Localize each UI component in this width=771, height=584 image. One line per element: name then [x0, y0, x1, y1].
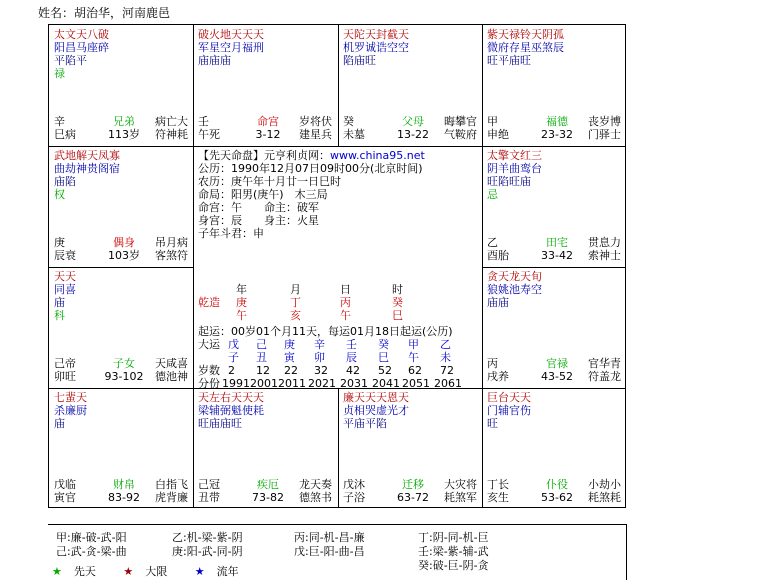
palace-zi — [337, 387, 481, 508]
palace-age: 83-92 — [108, 491, 140, 504]
palace-branch: 戌养 — [487, 370, 509, 383]
dayun-year: 2061 — [434, 377, 462, 390]
pillar-stem: 癸 — [392, 296, 403, 309]
palace-xu — [481, 266, 625, 387]
palace-name: 子女 — [113, 357, 135, 370]
palace-stem: 己冠 — [198, 478, 220, 491]
main-stars: 破火地天天天 — [198, 28, 264, 41]
palace-wei — [337, 24, 481, 145]
pillar-branch: 午 — [236, 309, 247, 322]
secondary-stars: 机罗诚诰空空 — [343, 41, 409, 54]
palace-branch: 寅官 — [54, 491, 76, 504]
four-pillars — [198, 283, 478, 323]
palace-gods-2: 建星兵 — [299, 128, 332, 141]
legend-item: 乙:机-梁-紫-阴 — [172, 531, 243, 544]
palace-stem: 戊临 — [54, 478, 76, 491]
palace-si — [48, 24, 192, 145]
star-icon: ★ — [52, 565, 62, 578]
palace-age: 33-42 — [541, 249, 573, 262]
dayun-year: 1991 — [222, 377, 250, 390]
palace-name: 官禄 — [546, 357, 568, 370]
suishu-value: 32 — [314, 364, 328, 377]
secondary-stars: 梁辅弼魁使耗 — [198, 404, 264, 417]
secondary-stars: 杀廉厨 — [54, 404, 87, 417]
star-legend-item-0: ★ 先天 — [52, 565, 96, 578]
main-stars: 七蜚天 — [54, 391, 87, 404]
palace-branch: 卯旺 — [54, 370, 76, 383]
info-line: 公历：1990年12月07日09时00分(北京时间) — [198, 162, 423, 175]
palace-age: 3-12 — [255, 128, 281, 141]
palace-gods-2: 符盖龙 — [588, 370, 621, 383]
suishu-value: 22 — [284, 364, 298, 377]
brightness: 旺平庙旺 — [487, 54, 531, 67]
suishu-label: 岁数 — [198, 364, 220, 377]
dayun-stem: 乙 — [440, 338, 451, 351]
palace-gods-1: 龙天奏 — [299, 478, 332, 491]
palace-yin — [48, 387, 192, 508]
brightness: 旺陷旺庙 — [487, 175, 531, 188]
main-stars: 廉天天天恩天 — [343, 391, 409, 404]
palace-gods-2: 虎背廉 — [155, 491, 188, 504]
main-stars: 巨台天天 — [487, 391, 531, 404]
brightness: 庙庙 — [487, 296, 509, 309]
secondary-stars: 曲劫神贵阁宿 — [54, 162, 120, 175]
dayun-branch: 卯 — [314, 351, 325, 364]
suishu-value: 72 — [440, 364, 454, 377]
palace-age: 53-62 — [541, 491, 573, 504]
palace-branch: 亥生 — [487, 491, 509, 504]
palace-name: 父母 — [402, 115, 424, 128]
info-line: 命宫：午 命主：破军 — [198, 201, 319, 214]
suishu-value: 62 — [408, 364, 422, 377]
palace-gods-2: 门驿士 — [588, 128, 621, 141]
palace-gods-2: 气鞍府 — [444, 128, 477, 141]
palace-branch: 丑带 — [198, 491, 220, 504]
secondary-stars: 同喜 — [54, 283, 76, 296]
palace-branch: 酉胎 — [487, 249, 509, 262]
palace-gods-1: 小劫小 — [588, 478, 621, 491]
brightness: 庙 — [54, 296, 65, 309]
palace-chou — [192, 387, 336, 508]
palace-name: 迁移 — [402, 478, 424, 491]
palace-name: 兄弟 — [113, 115, 135, 128]
palace-gods-2: 耗煞耗 — [588, 491, 621, 504]
legend-item: 庚:阳-武-同-阴 — [172, 545, 243, 558]
palace-age: 23-32 — [541, 128, 573, 141]
palace-hai — [481, 387, 625, 508]
pillar-branch: 巳 — [392, 309, 403, 322]
suishu-value: 42 — [346, 364, 360, 377]
palace-stem: 乙 — [487, 236, 498, 249]
dayun-stem: 庚 — [284, 338, 295, 351]
palace-gods-2: 德池神 — [155, 370, 188, 383]
palace-gods-1: 病亡大 — [155, 115, 188, 128]
secondary-stars: 阳昌马座碎 — [54, 41, 109, 54]
info-line: 身宫：辰 身主：火星 — [198, 214, 319, 227]
secondary-stars: 门辅官伤 — [487, 404, 531, 417]
main-stars: 太文天八破 — [54, 28, 109, 41]
secondary-stars: 狼姚池寿空 — [487, 283, 542, 296]
dayun-stem: 己 — [256, 338, 267, 351]
dayun-stem: 辛 — [314, 338, 325, 351]
dayun-year: 2021 — [308, 377, 336, 390]
dayun-branch: 辰 — [346, 351, 357, 364]
palace-stem: 丁长 — [487, 478, 509, 491]
secondary-stars: 军星空月福刑 — [198, 41, 264, 54]
palace-gods-1: 晦攀官 — [444, 115, 477, 128]
star-legend — [52, 563, 263, 579]
secondary-stars: 阴羊曲鸾台 — [487, 162, 542, 175]
palace-age: 93-102 — [104, 370, 144, 383]
sihua-mark: 科 — [54, 309, 65, 322]
palace-branch: 未墓 — [343, 128, 365, 141]
dayun-year: 2041 — [372, 377, 400, 390]
brightness: 陷庙旺 — [343, 54, 376, 67]
center-title: 【先天命盘】元亨利贞网： — [198, 149, 330, 162]
dayun-year: 2031 — [340, 377, 368, 390]
palace-gods-1: 大灾将 — [444, 478, 477, 491]
sihua-mark: 权 — [54, 188, 65, 201]
legend-divider — [626, 524, 627, 580]
secondary-stars: 贞相哭虚光才 — [343, 404, 409, 417]
pillar-branch: 午 — [340, 309, 351, 322]
brightness: 庙庙庙 — [198, 54, 231, 67]
palace-stem: 庚 — [54, 236, 65, 249]
main-stars: 贪天龙天旬 — [487, 270, 542, 283]
palace-name: 偶身 — [113, 236, 135, 249]
palace-gods-2: 符神耗 — [155, 128, 188, 141]
brightness: 平陷平 — [54, 54, 87, 67]
sihua-mark: 忌 — [487, 188, 498, 201]
qiyun-line: 起运：00岁01个月11天，每运01月18日起运(公历) — [198, 325, 453, 338]
main-stars: 紫天禄铃天阴孤 — [487, 28, 564, 41]
legend-item: 己:武-贪-梁-曲 — [56, 545, 127, 558]
main-stars: 天左右天天天 — [198, 391, 264, 404]
palace-gods-2: 耗煞军 — [444, 491, 477, 504]
dayun-stem: 壬 — [346, 338, 357, 351]
palace-age: 73-82 — [252, 491, 284, 504]
palace-branch: 子浴 — [343, 491, 365, 504]
dayun-year: 2011 — [278, 377, 306, 390]
legend-item: 壬:梁-紫-辅-武 — [418, 545, 489, 558]
dayun-branch: 丑 — [256, 351, 267, 364]
site-url: www.china95.net — [330, 149, 425, 162]
brightness: 庙陷 — [54, 175, 76, 188]
palace-shen — [481, 24, 625, 145]
legend-item: 戊:巨-阳-曲-昌 — [294, 545, 365, 558]
palace-gods-2: 索神士 — [588, 249, 621, 262]
center-info-panel — [192, 145, 481, 390]
dayun-stem: 甲 — [408, 338, 419, 351]
dayun-year: 2001 — [250, 377, 278, 390]
palace-gods-2: 客煞符 — [155, 249, 188, 262]
star-icon: ★ — [123, 565, 134, 578]
brightness: 庙 — [54, 417, 65, 430]
legend-item: 癸:破-巨-阴-贪 — [418, 559, 489, 572]
pillar-label: 乾造 — [198, 296, 220, 309]
suishu-value: 2 — [228, 364, 235, 377]
main-stars: 天天 — [54, 270, 76, 283]
palace-name: 疾厄 — [257, 478, 279, 491]
palace-name: 福德 — [546, 115, 568, 128]
info-line: 子年斗君：申 — [198, 227, 264, 240]
suishu-value: 52 — [378, 364, 392, 377]
dayun-label: 大运 — [198, 338, 220, 351]
star-icon: ★ — [194, 565, 205, 578]
legend-top-line — [48, 524, 626, 525]
palace-branch: 巳病 — [54, 128, 76, 141]
dayun-branch: 未 — [440, 351, 451, 364]
palace-age: 103岁 — [108, 249, 140, 262]
dayun-year: 2051 — [402, 377, 430, 390]
palace-stem: 壬 — [198, 115, 209, 128]
pillar-branch: 亥 — [290, 309, 301, 322]
palace-name: 田宅 — [546, 236, 568, 249]
dayun-stem: 癸 — [378, 338, 389, 351]
main-stars: 武地解天凤寡 — [54, 149, 120, 162]
pillar-head: 年 — [236, 283, 247, 296]
legend-item: 丁:阴-同-机-巨 — [418, 531, 489, 544]
pillar-head: 月 — [290, 283, 301, 296]
legend-item: 甲:廉-破-武-阳 — [56, 531, 127, 544]
pillar-head: 日 — [340, 283, 351, 296]
dayun-branch: 午 — [408, 351, 419, 364]
sihua-mark: 禄 — [54, 67, 65, 80]
palace-branch: 辰衰 — [54, 249, 76, 262]
brightness: 旺 — [487, 417, 498, 430]
palace-stem: 癸 — [343, 115, 354, 128]
palace-gods-1: 贯息力 — [588, 236, 621, 249]
pillar-stem: 丁 — [290, 296, 301, 309]
palace-stem: 丙 — [487, 357, 498, 370]
star-legend-item-2: ★ 流年 — [194, 565, 239, 578]
info-line: 命局：阳男(庚午) 木三局 — [198, 188, 328, 201]
palace-stem: 戊沐 — [343, 478, 365, 491]
dayun-table — [198, 338, 478, 390]
brightness: 旺庙庙旺 — [198, 417, 242, 430]
palace-gods-1: 官华青 — [588, 357, 621, 370]
secondary-stars: 微府存星巫煞辰 — [487, 41, 564, 54]
palace-age: 113岁 — [108, 128, 140, 141]
palace-name: 仆役 — [546, 478, 568, 491]
palace-age: 43-52 — [541, 370, 573, 383]
palace-gods-1: 岁将伏 — [299, 115, 332, 128]
palace-name: 财帛 — [113, 478, 135, 491]
info-line: 农历：庚午年十月廿一日巳时 — [198, 175, 341, 188]
palace-name: 命宫 — [257, 115, 279, 128]
palace-you — [481, 145, 625, 266]
palace-gods-1: 白指飞 — [155, 478, 188, 491]
palace-stem: 甲 — [487, 115, 498, 128]
star-legend-item-1: ★ 大限 — [123, 565, 168, 578]
legend-item: 丙:同-机-昌-廉 — [294, 531, 365, 544]
suishu-value: 12 — [256, 364, 270, 377]
palace-age: 13-22 — [397, 128, 429, 141]
palace-gods-2: 德煞书 — [299, 491, 332, 504]
palace-gods-1: 天咸喜 — [155, 357, 188, 370]
pillar-head: 时 — [392, 283, 403, 296]
palace-chen — [48, 145, 192, 266]
palace-gods-1: 丧岁博 — [588, 115, 621, 128]
palace-stem: 己帝 — [54, 357, 76, 370]
person-header: 姓名：胡治华，河南鹿邑 — [38, 6, 171, 20]
palace-mao — [48, 266, 192, 387]
pillar-stem: 丙 — [340, 296, 351, 309]
main-stars: 天陀天封截天 — [343, 28, 409, 41]
dayun-branch: 寅 — [284, 351, 295, 364]
palace-wu — [192, 24, 336, 145]
palace-branch: 申绝 — [487, 128, 509, 141]
main-stars: 太擎文红三 — [487, 149, 542, 162]
dayun-stem: 戊 — [228, 338, 239, 351]
brightness: 平庙平陷 — [343, 417, 387, 430]
fenyu-label: 分份 — [198, 377, 220, 390]
dayun-branch: 子 — [228, 351, 239, 364]
dayun-branch: 巳 — [378, 351, 389, 364]
palace-stem: 辛 — [54, 115, 65, 128]
palace-branch: 午死 — [198, 128, 220, 141]
pillar-stem: 庚 — [236, 296, 247, 309]
palace-gods-1: 吊月病 — [155, 236, 188, 249]
palace-age: 63-72 — [397, 491, 429, 504]
